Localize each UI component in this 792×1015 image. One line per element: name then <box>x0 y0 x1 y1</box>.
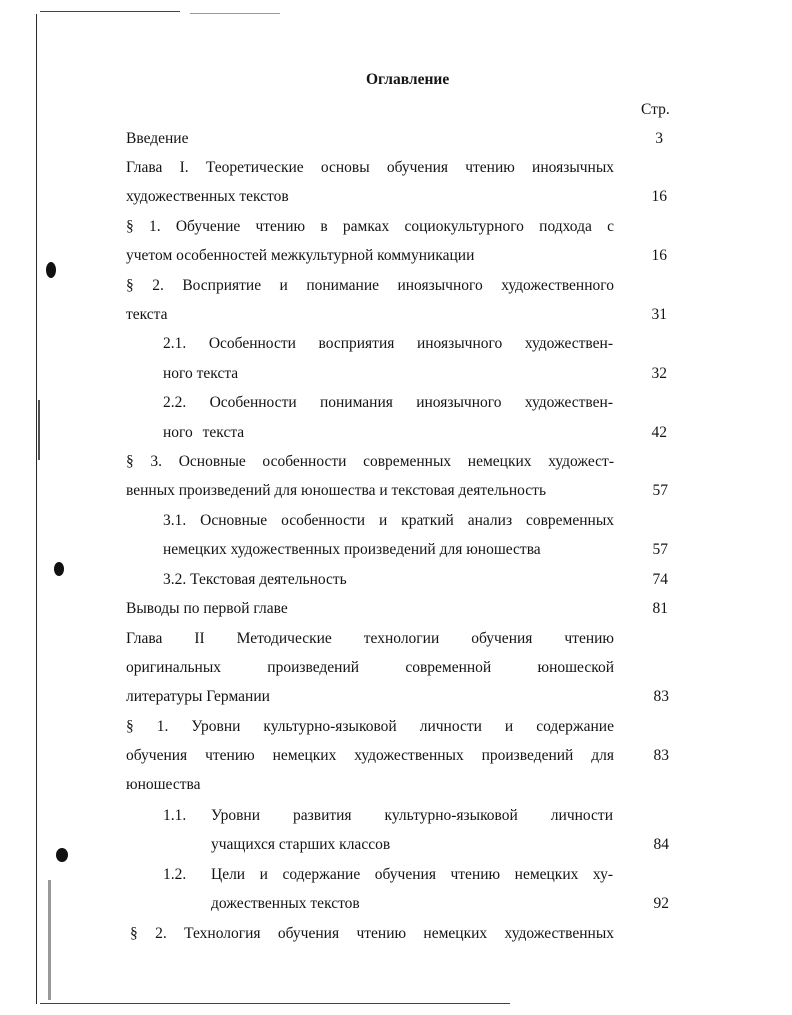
toc-subentry-line: 2.2. Особенности понимания иноязычного художествен- <box>163 394 613 411</box>
toc-subentry-line: Цели и содержание обучения чтению немецких ху- <box>211 866 613 883</box>
toc-page-number: 3 <box>655 130 663 147</box>
toc-entry-line: литературы Германии <box>126 688 270 705</box>
scan-noise <box>48 880 51 1000</box>
toc-page-number: 42 <box>651 424 667 441</box>
toc-subentry-number: 1.2. <box>163 866 187 883</box>
toc-entry-line: § 2. Восприятие и понимание иноязычного художественного <box>126 277 614 294</box>
toc-subentry-line: учащихся старших классов <box>211 836 391 853</box>
toc-page-number: 83 <box>653 747 669 764</box>
binding-hole-mark <box>46 262 56 278</box>
binding-hole-mark <box>54 562 64 576</box>
toc-entry-line: венных произведений для юношества и текстовая деятельность <box>126 482 547 499</box>
toc-subentry-line: 3.1. Основные особенности и краткий анализ современных <box>163 512 614 529</box>
toc-page-number: 57 <box>652 541 668 558</box>
toc-subentry-line: немецких художественных произведений для юношества <box>163 541 541 558</box>
scan-noise <box>38 400 40 460</box>
toc-page-number: 57 <box>652 482 668 499</box>
toc-entry-line: § 1. Обучение чтению в рамках социокультурного подхода с <box>126 218 614 235</box>
scan-edge-left <box>36 14 37 1004</box>
toc-title: Оглавление <box>366 71 450 88</box>
toc-entry-line: Выводы по первой главе <box>126 600 288 617</box>
toc-page-number: 83 <box>653 688 669 705</box>
toc-page-number: 16 <box>651 247 667 264</box>
toc-entry-line: § 1. Уровни культурно-языковой личности и содержание <box>126 718 614 735</box>
toc-entry-line: § 2. Технология обучения чтению немецких художественных <box>130 925 614 942</box>
toc-entry-line: учетом особенностей межкультурной коммуникации <box>126 247 475 264</box>
toc-subentry-line: 3.2. Текстовая деятельность <box>163 571 347 588</box>
scan-edge-bottom <box>40 1003 510 1004</box>
toc-entry-line: текста <box>126 306 168 323</box>
scan-edge-top <box>40 11 180 12</box>
toc-entry-line: Глава II Методические технологии обучения чтению <box>126 630 614 647</box>
toc-entry-line: юношества <box>126 776 201 793</box>
toc-subentry-line: ного текста <box>163 365 239 382</box>
toc-subentry-number: 1.1. <box>163 807 187 824</box>
toc-page-number: 32 <box>651 365 667 382</box>
toc-entry-line: Глава I. Теоретические основы обучения чтению иноязычных <box>126 159 614 176</box>
toc-entry-line: оригинальных произведений современной юношеской <box>126 659 614 676</box>
toc-page-number: 81 <box>652 600 668 617</box>
toc-entry-line: § 3. Основные особенности современных немецких художест- <box>126 453 614 470</box>
toc-subentry-line: Уровни развития культурно-языковой личности <box>211 807 613 824</box>
scan-edge-top-faint <box>190 13 280 14</box>
toc-page-number: 74 <box>652 571 668 588</box>
binding-hole-mark <box>56 848 68 862</box>
toc-subentry-line: дожественных текстов <box>211 895 360 912</box>
toc-entry-line: художественных текстов <box>126 188 289 205</box>
toc-page-number: 16 <box>651 188 667 205</box>
toc-entry-line: Введение <box>126 130 189 147</box>
toc-page-number: 31 <box>651 306 667 323</box>
toc-subentry-line: 2.1. Особенности восприятия иноязычного художествен- <box>163 335 613 352</box>
toc-page-number: 92 <box>653 895 669 912</box>
toc-subentry-line: ного текста <box>163 424 245 441</box>
toc-entry-line: обучения чтению немецких художественных произведений для <box>126 747 614 764</box>
page-column-header: Стр. <box>641 101 670 118</box>
toc-page-number: 84 <box>653 836 669 853</box>
